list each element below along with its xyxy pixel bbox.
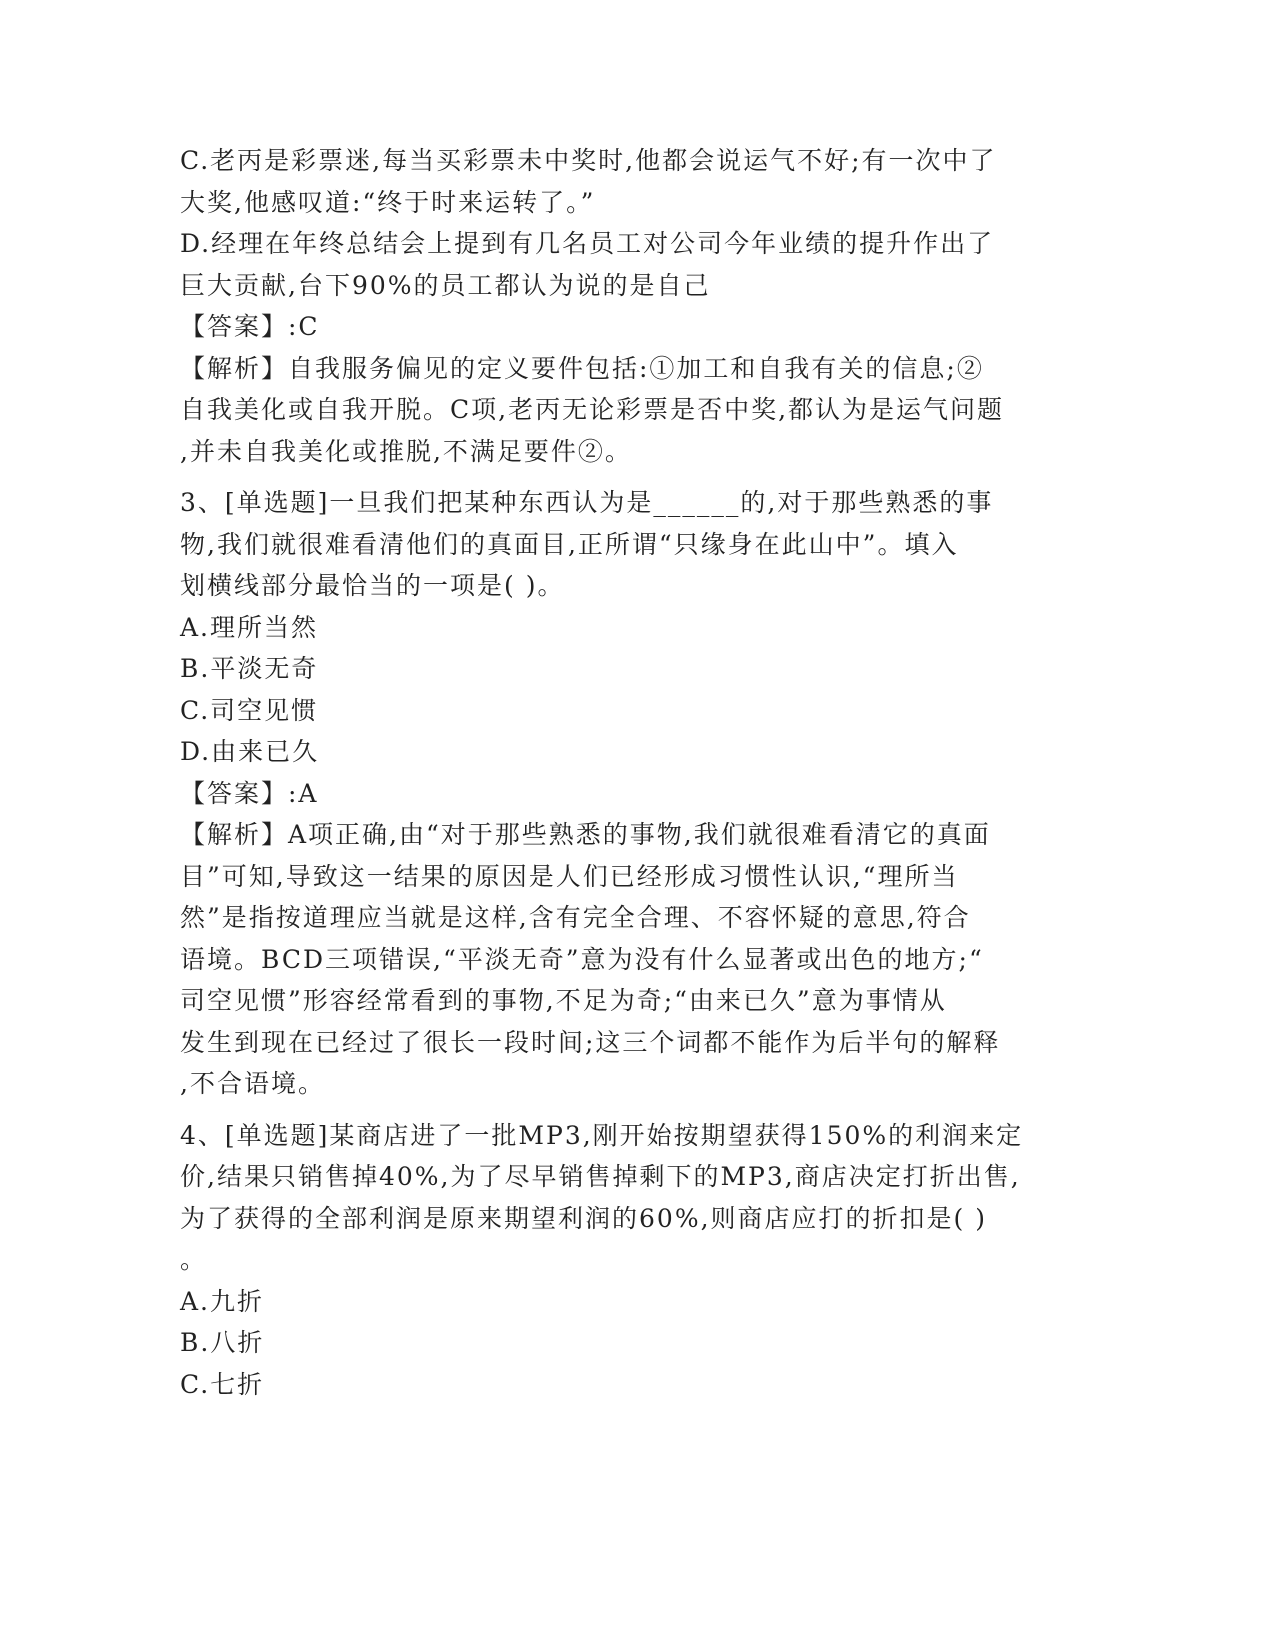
question-4-stem-line-4: 。 <box>180 1245 208 1274</box>
document-content <box>180 140 1040 1405</box>
question-4-stem-line-2: 价,结果只销售掉40%,为了尽早销售掉剩下的MP3,商店决定打折出售, <box>180 1162 1021 1191</box>
question-3-option-d: D.由来已久 <box>180 737 320 766</box>
analysis-line-2: 自我美化或自我开脱。C项,老丙无论彩票是否中奖,都认为是运气问题 <box>180 395 1005 424</box>
question-3 <box>180 482 1040 1105</box>
question-3-analysis-line-3: 然”是指按道理应当就是这样,含有完全合理、不容怀疑的意思,符合 <box>180 903 971 932</box>
question-3-analysis-line-2: 目”可知,导致这一结果的原因是人们已经形成习惯性认识,“理所当 <box>180 861 959 891</box>
question-3-stem-line-2: 物,我们就很难看清他们的真面目,正所谓“只缘身在此山中”。填入 <box>180 529 959 559</box>
analysis-line-1: 【解析】自我服务偏见的定义要件包括:①加工和自我有关的信息;② <box>180 353 984 383</box>
question-3-analysis-line-7: ,不合语境。 <box>180 1069 325 1098</box>
option-d-line-2: 巨大贡献,台下90%的员工都认为说的是自己 <box>180 270 711 300</box>
paragraph-gap <box>180 472 1040 482</box>
question-3-option-a: A.理所当然 <box>180 612 319 642</box>
question-3-answer: 【答案】:A <box>180 778 319 808</box>
question-4-stem-line-3: 为了获得的全部利润是原来期望利润的60%,则商店应打的折扣是( ) <box>180 1203 987 1233</box>
question-3-option-c: C.司空见惯 <box>180 695 319 725</box>
question-3-analysis-line-6: 发生到现在已经过了很长一段时间;这三个词都不能作为后半句的解释 <box>180 1027 1001 1057</box>
question-3-analysis-line-1: 【解析】A项正确,由“对于那些熟悉的事物,我们就很难看清它的真面 <box>180 820 991 849</box>
question-2-continuation <box>180 140 1040 472</box>
question-4-option-a: A.九折 <box>180 1286 265 1316</box>
analysis-line-3: ,并未自我美化或推脱,不满足要件②。 <box>180 436 632 466</box>
question-4-option-c: C.七折 <box>180 1369 265 1399</box>
question-3-stem-line-3: 划横线部分最恰当的一项是( )。 <box>180 571 565 600</box>
option-d-line-1: D.经理在年终总结会上提到有几名员工对公司今年业绩的提升作出了 <box>180 229 995 258</box>
option-c-line-1: C.老丙是彩票迷,每当买彩票未中奖时,他都会说运气不好;有一次中了 <box>180 146 997 175</box>
question-4-option-b: B.八折 <box>180 1328 265 1357</box>
question-3-analysis-line-4: 语境。BCD三项错误,“平淡无奇”意为没有什么显著或出色的地方;“ <box>180 944 984 974</box>
question-3-analysis-line-5: 司空见惯”形容经常看到的事物,不足为奇;“由来已久”意为事情从 <box>180 986 947 1015</box>
question-3-option-b: B.平淡无奇 <box>180 654 319 683</box>
paragraph-gap <box>180 1105 1040 1115</box>
option-c-line-2: 大奖,他感叹道:“终于时来运转了。” <box>180 187 596 217</box>
question-4-stem-line-1: 4、[单选题]某商店进了一批MP3,刚开始按期望获得150%的利润来定 <box>180 1120 1024 1150</box>
answer-line: 【答案】:C <box>180 312 320 341</box>
question-4 <box>180 1115 1040 1406</box>
question-3-stem-line-1: 3、[单选题]一旦我们把某种东西认为是______的,对于那些熟悉的事 <box>180 488 994 517</box>
